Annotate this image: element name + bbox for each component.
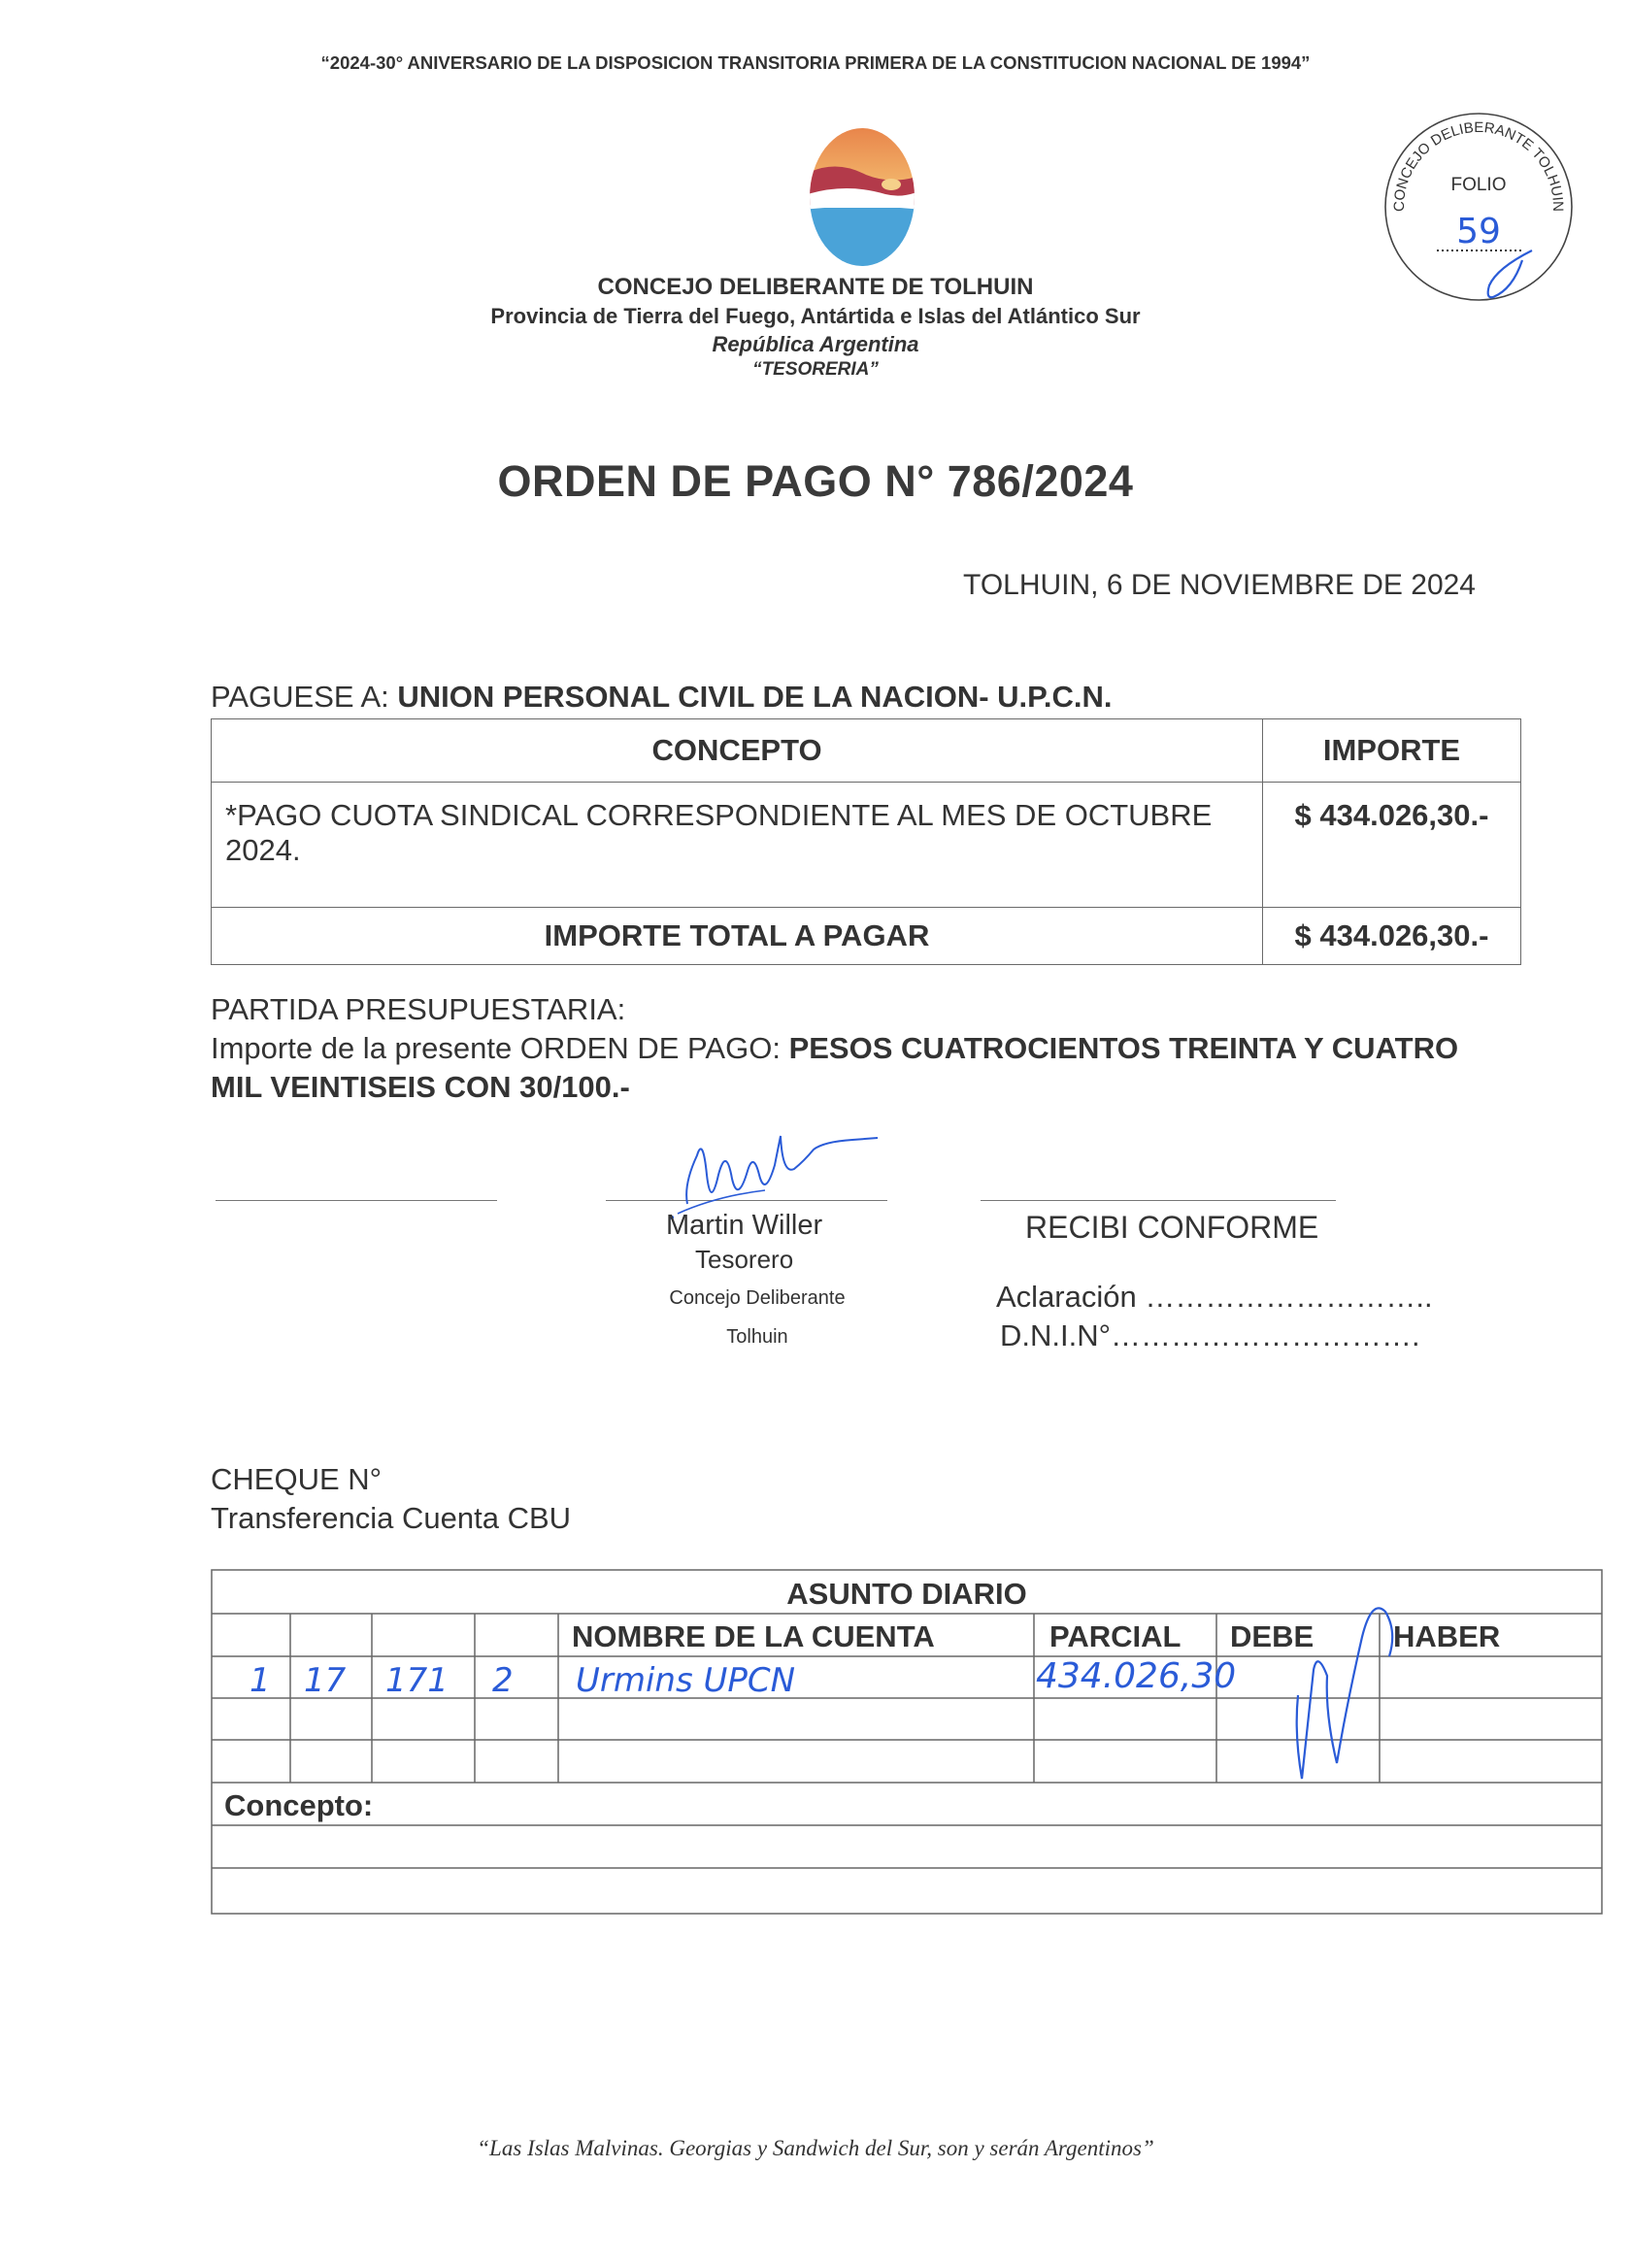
stamp-folio-label: FOLIO	[1450, 175, 1507, 195]
hand-entry-account: Urmins UPCN	[576, 1661, 796, 1700]
cheque-label: CHEQUE N°	[211, 1462, 383, 1496]
journal-title: ASUNTO DIARIO	[786, 1577, 1027, 1611]
transfer-label: Transferencia Cuenta CBU	[211, 1501, 572, 1535]
organization-name: CONCEJO DELIBERANTE DE TOLHUIN	[597, 274, 1034, 300]
anniversary-line: “2024-30° ANIVERSARIO DE LA DISPOSICION TRANSITORIA PRIMERA DE LA CONSTITUCION NACIONAL DE 1994”	[320, 52, 1311, 73]
hand-entry-col2: 17	[304, 1661, 347, 1700]
folio-stamp	[1377, 105, 1581, 309]
order-date: TOLHUIN, 6 DE NOVIEMBRE DE 2024	[963, 569, 1476, 601]
credit-header: HABER	[1393, 1619, 1501, 1653]
budget-label: PARTIDA PRESUPUESTARIA:	[211, 992, 626, 1026]
stamp-ring-text: CONCEJO DELIBERANTE TOLHUIN	[1390, 119, 1567, 213]
journal-entry-table	[211, 1569, 1603, 1915]
treasurer-name: Martin Willer	[666, 1210, 823, 1241]
hand-entry-col4: 2	[492, 1661, 514, 1700]
amount-words: PESOS CUATROCIENTOS TREINTA Y CUATRO MIL VEINTISEIS CON 30/100.-	[211, 1031, 1459, 1104]
stamp-folio-number: 59	[1456, 212, 1501, 251]
republic-name: República Argentina	[712, 332, 919, 356]
signature-line-receiver	[981, 1200, 1336, 1201]
signature-line-left	[216, 1200, 497, 1201]
payment-table	[211, 718, 1521, 965]
province-name: Provincia de Tierra del Fuego, Antártida e Islas del Atlántico Sur	[490, 304, 1141, 328]
debit-header: DEBE	[1230, 1619, 1315, 1653]
treasurer-location: Tolhuin	[726, 1326, 788, 1348]
treasurer-org: Concejo Deliberante	[669, 1287, 846, 1309]
amount-prefix: Importe de la presente ORDEN DE PAGO:	[211, 1031, 781, 1065]
hand-entry-col1: 1	[250, 1661, 271, 1700]
partial-header: PARCIAL	[1049, 1619, 1182, 1653]
concept-cell: *PAGO CUOTA SINDICAL CORRESPONDIENTE AL MES DE OCTUBRE 2024.	[212, 783, 1263, 908]
hand-entry-col3: 171	[385, 1661, 449, 1700]
concept-header: CONCEPTO	[212, 719, 1263, 783]
department-name: “TESORERIA”	[752, 359, 879, 380]
payee-line	[211, 680, 1112, 715]
order-title: ORDEN DE PAGO N° 786/2024	[497, 456, 1134, 506]
treasurer-role: Tesorero	[695, 1245, 794, 1274]
concept-label: Concepto:	[224, 1788, 374, 1822]
payee-name: UNION PERSONAL CIVIL DE LA NACION- U.P.C.N.	[397, 680, 1113, 714]
amount-cell: $ 434.026,30.-	[1263, 783, 1521, 908]
hand-entry-partial: 434.026,30	[1036, 1656, 1237, 1696]
total-amount: $ 434.026,30.-	[1263, 908, 1521, 965]
dni-field: D.N.I.N°………………………….	[1000, 1318, 1420, 1352]
payment-method	[211, 1460, 571, 1538]
institution-logo	[808, 126, 916, 268]
budget-section	[211, 990, 1473, 1107]
aclaracion-field: Aclaración ………………………..	[996, 1280, 1433, 1314]
amount-in-words	[211, 1029, 1473, 1107]
total-label: IMPORTE TOTAL A PAGAR	[212, 908, 1263, 965]
svg-text:CONCEJO DELIBERANTE TOLHUIN	[1391, 119, 1566, 212]
account-name-header: NOMBRE DE LA CUENTA	[572, 1619, 935, 1653]
footer-motto: “Las Islas Malvinas. Georgias y Sandwich del Sur, son y serán Argentinos”	[477, 2136, 1154, 2160]
received-label: RECIBI CONFORME	[1025, 1210, 1319, 1245]
payee-label: PAGUESE A:	[211, 680, 389, 714]
amount-header: IMPORTE	[1263, 719, 1521, 783]
